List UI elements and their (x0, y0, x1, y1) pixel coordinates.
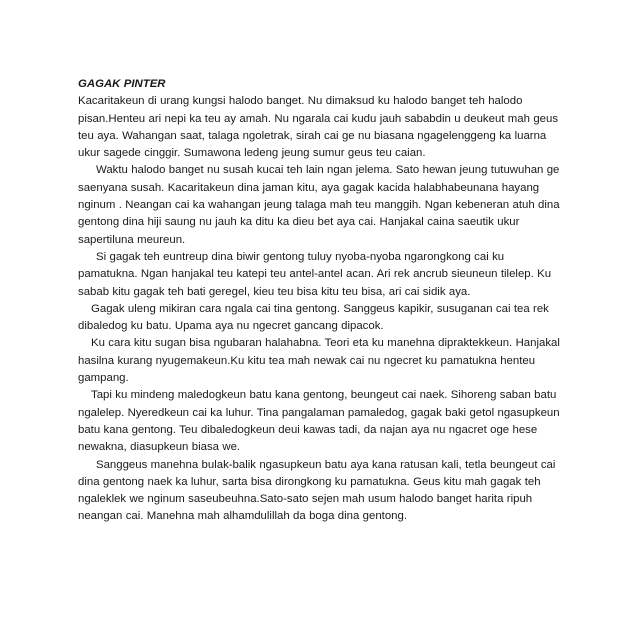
paragraph-1: Kacaritakeun di urang kungsi halodo banget. Nu dimaksud ku halodo banget teh halodo pisan.Henteu ari nepi ka teu ay amah. Nu ngarala cai kudu jauh sababdin u deukeut mah geus teu aya. Wahangan saat, talaga ngoletrak, sirah cai ge nu biasana ngagelenggeng ka luarna ukur sagede cinggir. Sumawona ledeng jeung sumur geus teu caian. (78, 95, 559, 160)
paragraph-4: Gagak uleng mikiran cara ngala cai tina gentong. Sanggeus kapikir, susuganan cai tea rek dibaledog ku batu. Upama aya nu ngecret gancang dipacok. (78, 302, 549, 333)
paragraph-7: Sanggeus manehna bulak-balik ngasupkeun batu aya kana ratusan kali, tetla beungeut cai dina gentong naek ka luhur, sarta bisa dirongkong ku pamatukna. Geus kitu mah gagak teh ngaleklek we nginum saseubeuhna.Sato-sato sejen mah usum halodo banget harita ripuh neangan cai. Manehna mah alhamdulillah da boga dina gentong. (78, 458, 556, 523)
paragraph-2: Waktu halodo banget nu susah kucai teh lain ngan jelema. Sato hewan jeung tutuwuhan ge saenyana susah. Kacaritakeun dina jaman kitu, aya gagak kacida halabhabeunana hayang nginum . Neangan cai ka wahangan jeung talaga mah teu manggih. Ngan kebeneran atuh dina gentong dina hiji saung nu jauh ka ditu ka dieu bet aya cai. Hanjakal caina saeutik ukur sapertiluna meureun. (78, 164, 560, 246)
document-body (78, 76, 564, 526)
paragraph-3: Si gagak teh euntreup dina biwir gentong tuluy nyoba-nyoba ngarongkong cai ku pamatukna. Ngan hanjakal teu katepi teu antel-antel acan. Ari rek ancrub sieuneun tilelep. Ku sabab kitu gagak teh bati geregel, kieu teu bisa kitu teu bisa, ari cai sidik aya. (78, 250, 552, 298)
paragraph-5: Ku cara kitu sugan bisa ngubaran halahabna. Teori eta ku manehna dipraktekkeun. Hanjakal hasilna kurang nyugemakeun.Ku kitu tea mah newak cai nu ngecret ku pamatukna henteu gampang. (78, 337, 560, 385)
paragraph-6: Tapi ku mindeng maledogkeun batu kana gentong, beungeut cai naek. Sihoreng saban batu ngalelep. Nyeredkeun cai ka luhur. Tina pangalaman pamaledog, gagak baki getol ngasupkeun batu kana gentong. Teu dibaledogkeun deui kawas tadi, da najan aya nu ngacret oge hese newakna, diasupkeun biasa we. (78, 389, 560, 454)
document-title: GAGAK PINTER (78, 78, 166, 90)
